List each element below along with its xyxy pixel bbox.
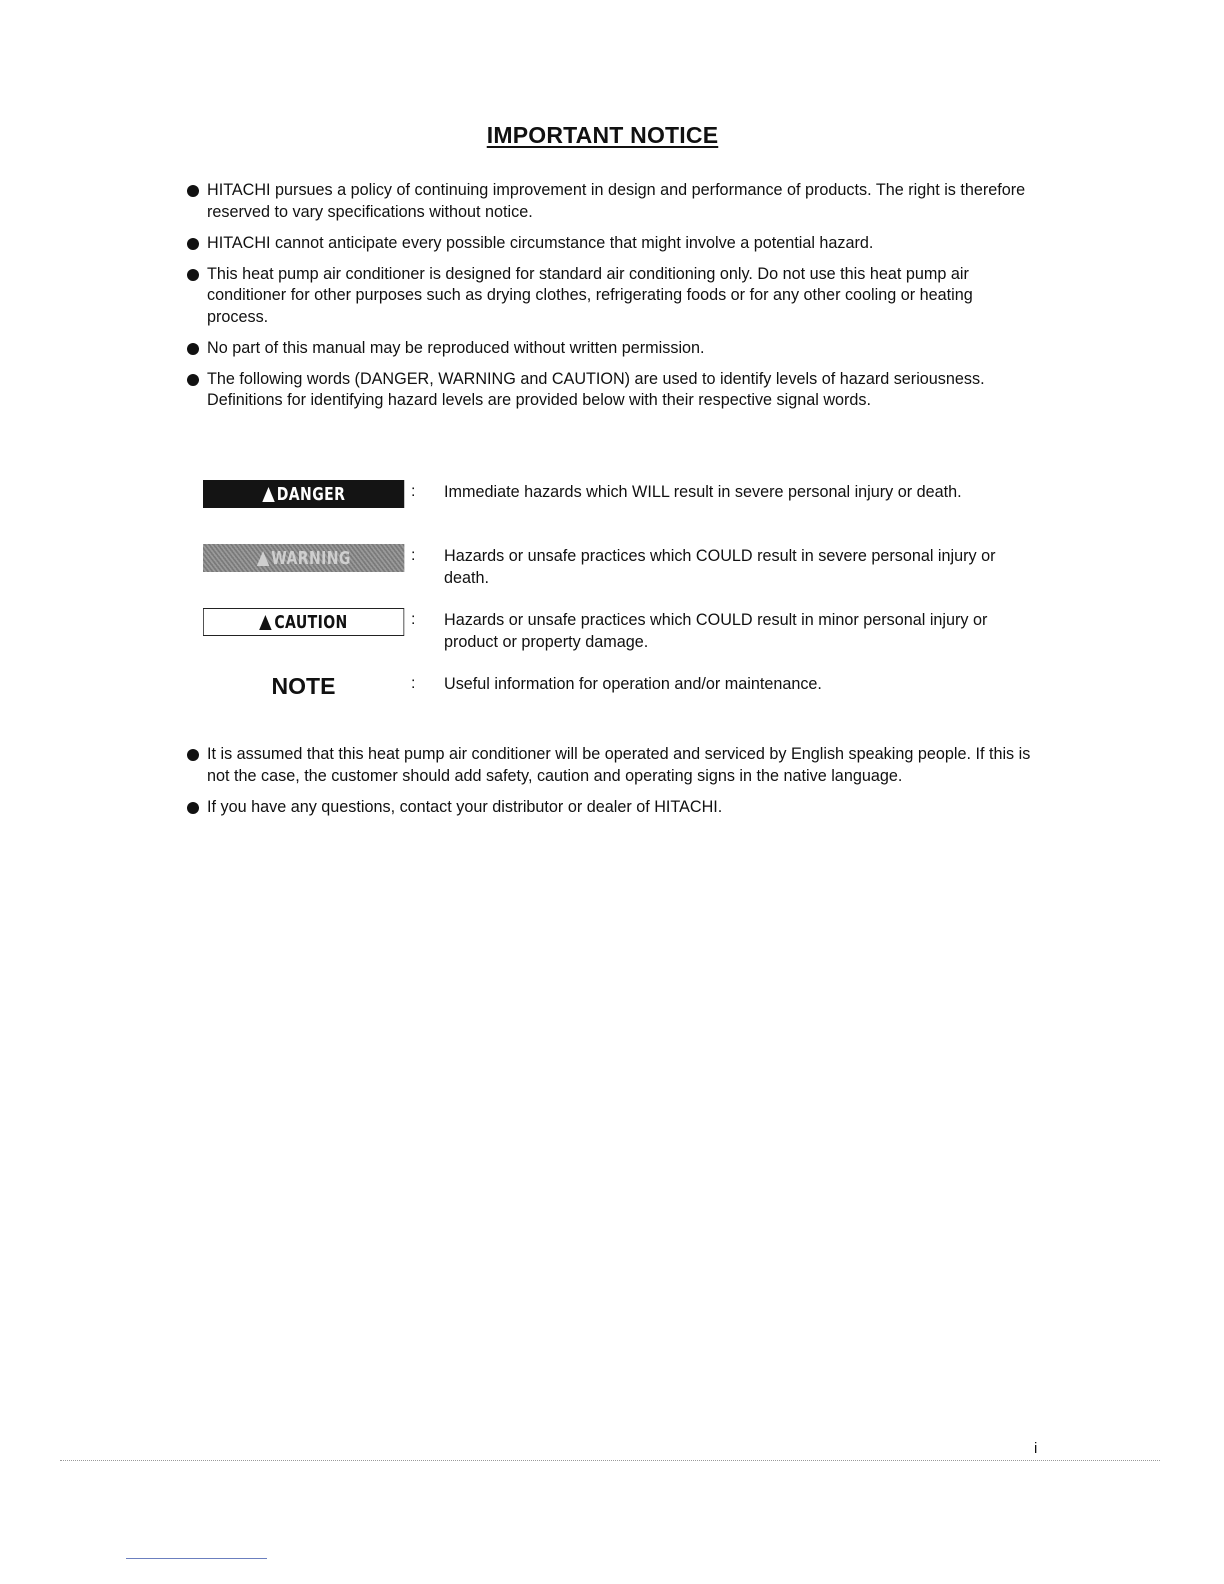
notice-text: If you have any questions, contact your distributor or dealer of HITACHI. (207, 797, 723, 816)
warning-badge (203, 544, 404, 572)
warning-triangle-icon (256, 551, 268, 566)
page-number: i (1034, 1440, 1038, 1457)
notice-item (187, 369, 1037, 412)
warning-triangle-icon (262, 487, 274, 502)
separator: : (411, 675, 416, 692)
note-description: Useful information for operation and/or maintenance. (444, 675, 822, 693)
notice-list-top (187, 180, 1037, 421)
signal-row-note (203, 671, 1033, 711)
footer-divider (60, 1460, 1160, 1461)
notice-text: It is assumed that this heat pump air conditioner will be operated and serviced by English speaking people. If this is not the case, the customer should add safety, caution and operating signs in the native language. (207, 745, 1031, 785)
notice-text: HITACHI cannot anticipate every possible circumstance that might involve a potential hazard. (207, 233, 874, 252)
signal-row-warning (203, 543, 1033, 607)
footer-link-rule (126, 1558, 267, 1559)
notice-item (187, 180, 1037, 223)
signal-word-table (203, 479, 1033, 711)
separator: : (411, 483, 416, 500)
bullet-dot-icon (187, 802, 199, 814)
warning-badge-label: WARNING (271, 547, 351, 569)
notice-item (187, 744, 1037, 787)
warning-triangle-icon (260, 615, 272, 630)
notice-text: No part of this manual may be reproduced without written permission. (207, 338, 705, 357)
note-badge-label: NOTE (271, 672, 336, 699)
bullet-dot-icon (187, 374, 199, 386)
separator: : (411, 547, 416, 564)
warning-description: Hazards or unsafe practices which COULD result in severe personal injury or death. (444, 547, 996, 587)
signal-row-danger (203, 479, 1033, 543)
caution-description: Hazards or unsafe practices which COULD result in minor personal injury or product or property damage. (444, 611, 988, 651)
bullet-dot-icon (187, 185, 199, 197)
page-title: IMPORTANT NOTICE (486, 122, 719, 148)
bullet-dot-icon (187, 269, 199, 281)
bullet-dot-icon (187, 343, 199, 355)
note-badge (203, 672, 404, 700)
danger-badge (203, 480, 404, 508)
danger-description: Immediate hazards which WILL result in severe personal injury or death. (444, 483, 962, 501)
notice-item (187, 797, 1037, 819)
caution-badge-label: CAUTION (274, 611, 348, 633)
caution-badge (203, 608, 404, 636)
notice-item (187, 233, 1037, 255)
notice-text: This heat pump air conditioner is designed for standard air conditioning only. Do not use this heat pump air conditioner for other purposes such as drying clothes, refrigerating foods or for any other cooling or heating process. (207, 264, 973, 326)
notice-text: HITACHI pursues a policy of continuing improvement in design and performance of products. The right is therefore reserved to vary specifications without notice. (207, 181, 1026, 221)
notice-item (187, 264, 1037, 329)
notice-item (187, 338, 1037, 360)
danger-badge-label: DANGER (276, 483, 346, 505)
bullet-dot-icon (187, 238, 199, 250)
separator: : (411, 611, 416, 628)
bullet-dot-icon (187, 749, 199, 761)
notice-list-bottom (187, 744, 1037, 828)
signal-row-caution (203, 607, 1033, 671)
notice-text: The following words (DANGER, WARNING and CAUTION) are used to identify levels of hazard seriousness. Definitions for identifying hazard levels are provided below with their respective signal words. (207, 369, 985, 409)
